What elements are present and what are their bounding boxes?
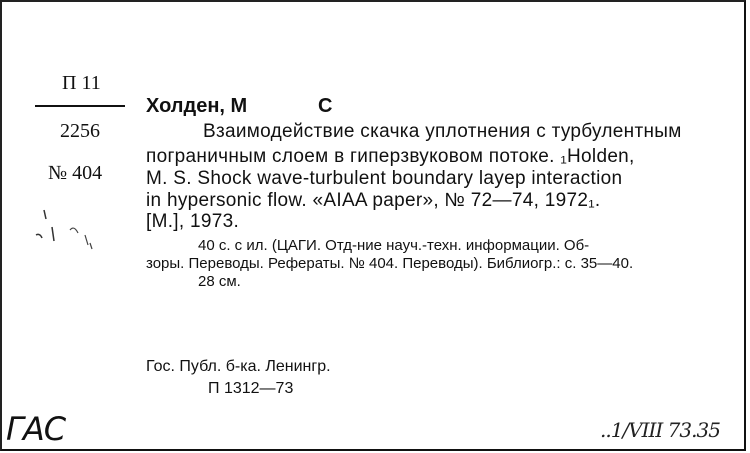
library-name: Гос. Публ. б-ка. Ленингр.	[146, 358, 331, 375]
author-name: Холден, М	[146, 95, 248, 117]
author-initial: С	[318, 95, 333, 117]
body-line: пограничным слоем в гиперзвуковом потоке. ₁Holden,	[146, 146, 635, 167]
pencil-marks-icon	[30, 205, 100, 265]
detail-line: зоры. Переводы. Рефераты. № 404. Переводы). Библиогр.: с. 35—40.	[146, 255, 634, 272]
body-line: in hypersonic flow. «AIAA paper», № 72—74, 1972₁.	[146, 190, 601, 211]
call-number: 2256	[60, 120, 100, 142]
call-divider	[35, 105, 125, 107]
body-line: M. S. Shock wave-turbulent boundary layep interaction	[146, 168, 623, 189]
library-code: П 1312—73	[208, 380, 294, 397]
detail-line: 28 см.	[198, 273, 241, 290]
detail-line: 40 с. с ил. (ЦАГИ. Отд-ние науч.-техн. информации. Об-	[198, 237, 590, 254]
handwritten-date: ..1/VIII 73.35	[600, 418, 720, 442]
handwritten-initials: ГАС	[6, 410, 66, 448]
body-line: Взаимодействие скачка уплотнения с турбулентным	[203, 121, 682, 142]
body-line: [M.], 1973.	[146, 211, 240, 232]
call-class: П 11	[62, 72, 101, 94]
issue-number: № 404	[48, 162, 103, 184]
